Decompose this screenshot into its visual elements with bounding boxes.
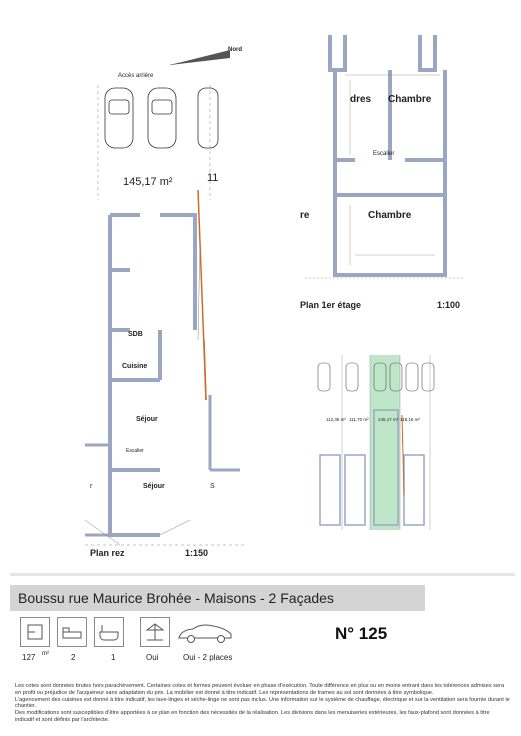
site-area-2: 111,70 m² (349, 417, 369, 422)
acces-arriere-label: Accès arrière (118, 73, 154, 79)
plan-rez-scale: 1:150 (185, 548, 209, 558)
room-re: re (300, 210, 310, 221)
room-sejour-top: Séjour (136, 416, 158, 423)
room-side-s: S (210, 483, 215, 490)
room-sejour-bottom: Séjour (143, 483, 165, 490)
room-chambre-top: Chambre (388, 94, 432, 105)
terrace-value: Oui (146, 653, 159, 662)
bath-icon (94, 617, 124, 647)
footnote-paragraph: Des modifications sont susceptibles d'être apportées à ce plan en fonction des nécessités de la réalisation. Les divisions dans les menuiseries extérieures, les faux-plafond sont données à titre indicatif et sont définis par l'architecte. (15, 710, 490, 723)
room-sdb: SDB (128, 331, 143, 338)
surface-icon (20, 617, 50, 647)
room-escalier: Escalier (126, 448, 144, 454)
room-dres: dres (350, 94, 372, 105)
separator-band (10, 573, 515, 576)
plan-rez-drawing (80, 40, 250, 565)
area-main-label: 145,17 m² (123, 176, 173, 188)
plan-rez (80, 40, 250, 565)
footnote-paragraph: L'agencement des cuisines est donné à titre indicatif, les lave-linges et sèche-linge ne sont pas inclus. Une information sur le système de chauffage, électrique et sur la ventilation sera fournie durant le chantier. (15, 696, 510, 710)
room-cuisine: Cuisine (122, 363, 148, 370)
area-partial-label: 11 (207, 172, 219, 184)
car-icon (175, 620, 235, 646)
north-label: Nord (228, 47, 242, 53)
site-area-4: 118,16 m² (400, 417, 420, 422)
lot-number: N° 125 (335, 624, 388, 643)
site-area-1: 112,36 m² (326, 417, 346, 422)
bathrooms-value: 1 (111, 653, 116, 662)
room-side-r: r (90, 483, 93, 490)
plan-rez-title: Plan rez (90, 548, 125, 558)
footnote (15, 683, 510, 724)
terrace-icon (140, 617, 170, 647)
project-title: Boussu rue Maurice Brohée - Maisons - 2 Façades (18, 590, 334, 606)
surface-value: 127 (22, 653, 36, 662)
bed-icon (57, 617, 87, 647)
bedrooms-value: 2 (71, 653, 76, 662)
site-plan (312, 355, 440, 535)
plan-etage-scale: 1:100 (437, 300, 461, 310)
room-etage-escalier: Escalier (373, 151, 395, 157)
plan-etage-title: Plan 1er étage (300, 300, 362, 310)
site-area-3: 145,17 m² (378, 417, 399, 422)
footnote-paragraph: Les cotes sont données brutes hors parachèvement. Certaines cotes et formes peuvent évoluer en phase d'exécution. Toute différence en plus ou en moins entrant dans les tolérences admises sera en profit ou préjudice de l'acquéreur sans adaptation du prix. La mobilier est donné à titre indicatif. Les représentations de trames au sol sont données à titre symbolique. (15, 683, 505, 696)
room-chambre-bottom: Chambre (368, 210, 412, 221)
site-plan-drawing (312, 355, 440, 535)
parking-value: Oui - 2 places (183, 653, 233, 662)
surface-unit: m² (42, 651, 49, 657)
title-bar (10, 585, 425, 611)
